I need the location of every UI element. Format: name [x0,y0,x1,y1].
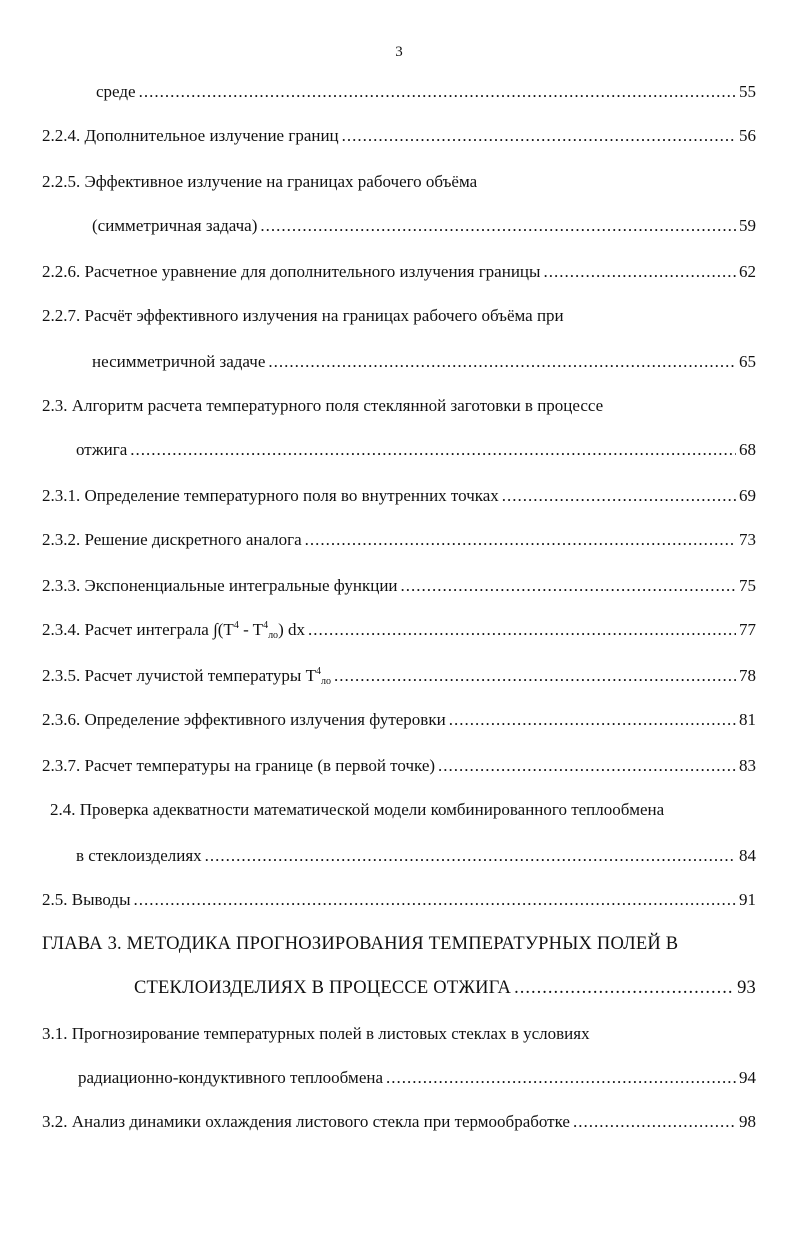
toc-entry-title: среде [96,82,136,101]
toc-entry-title: несимметричной задаче [92,352,266,371]
formula-text: - T [238,620,264,639]
toc-entry-page: 84 [739,846,756,865]
toc-entry [42,666,756,686]
toc-leader-dots [260,216,736,236]
toc-entry-page: 93 [737,978,756,998]
formula-text: 2.3.4. Расчет интеграла ∫(T [42,620,234,639]
formula-superscript: 4 [315,666,321,677]
toc-entry [42,1112,756,1132]
toc-entry [42,620,756,640]
toc-leader-dots [205,846,736,866]
toc-entry [76,440,756,460]
toc-entry-page: 59 [739,216,756,235]
toc-entry-page: 69 [739,486,756,505]
toc-entry [42,486,756,506]
toc-leader-dots [449,710,736,730]
toc-entry-title: 2.2.6. Расчетное уравнение для дополнительного излучения границы [42,262,541,281]
toc-entry-title: 2.2.5. Эффективное излучение на границах рабочего объёма [42,172,478,191]
toc-entry-page: 68 [739,440,756,459]
toc-leader-dots [130,440,736,460]
toc-entry-page: 94 [739,1068,756,1087]
formula-subscript: ло [268,630,279,641]
toc-entry-page: 91 [739,890,756,909]
formula-superscript: 4 [233,620,239,631]
toc-entry-page: 98 [739,1112,756,1131]
toc-leader-dots [514,978,734,998]
toc-entry-page: 62 [739,262,756,281]
toc-entry-page: 56 [739,126,756,145]
chapter-title: СТЕКЛОИЗДЕЛИЯХ В ПРОЦЕССЕ ОТЖИГА [134,978,512,998]
toc-entry-title: отжига [76,440,128,459]
toc-entry-title: радиационно-кондуктивного теплообмена [78,1068,384,1087]
toc-entry-page: 83 [739,756,756,775]
toc-entry [42,530,756,550]
toc-entry-title: в стеклоизделиях [76,846,202,865]
toc-entry [134,978,756,998]
toc-entry [92,352,756,372]
toc-leader-dots [139,82,736,102]
toc-entry-page: 78 [739,666,756,685]
toc-entry-title: 2.3.3. Экспоненциальные интегральные функции [42,576,398,595]
toc-leader-dots [386,1068,736,1088]
toc-leader-dots [134,890,736,910]
toc-entry-title: (симметричная задача) [92,216,258,235]
toc-entry-page: 77 [739,620,756,639]
toc-entry-title: 2.3.6. Определение эффективного излучения футеровки [42,710,446,729]
toc-leader-dots [502,486,736,506]
toc-leader-dots [438,756,736,776]
toc-entry-title: 2.3.7. Расчет температуры на границе (в первой точке) [42,756,436,775]
toc-entry-title: 2.3.1. Определение температурного поля во внутренних точках [42,486,499,505]
formula-subscript: ло [320,676,331,687]
toc-entry [42,262,756,282]
toc-entry-page: 55 [739,82,756,101]
toc-leader-dots [543,262,736,282]
toc-entry-title: 2.4. Проверка адекватности математической модели комбинированного теплообмена [50,800,665,819]
toc-entry-title: 2.3. Алгоритм расчета температурного поля стеклянной заготовки в процессе [42,396,604,415]
toc-entry-title: 3.1. Прогнозирование температурных полей в листовых стеклах в условиях [42,1024,590,1043]
toc-entry-title: 3.2. Анализ динамики охлаждения листового стекла при термообработке [42,1112,570,1131]
formula-text: 2.3.5. Расчет лучистой температуры T [42,666,316,685]
toc-entry [42,756,756,776]
toc-entry [42,576,756,596]
toc-entry-title: 2.2.7. Расчёт эффективного излучения на границах рабочего объёма при [42,306,564,325]
toc-entry [96,82,756,102]
toc-leader-dots [305,530,736,550]
toc-entry-page: 65 [739,352,756,371]
toc-entry-title [42,666,331,686]
toc-leader-dots [334,666,736,686]
toc-leader-dots [401,576,736,596]
toc-leader-dots [268,352,736,372]
toc-entry-title: 2.3.2. Решение дискретного аналога [42,530,302,549]
toc-entry [78,1068,756,1088]
toc-entry [76,846,756,866]
toc-entry [42,126,756,146]
toc-entry [92,216,756,236]
toc-entry-title: 2.2.4. Дополнительное излучение границ [42,126,339,145]
toc-entry-page: 73 [739,530,756,549]
toc-entry [42,890,756,910]
page-number: 3 [395,44,403,60]
toc-entry-page: 75 [739,576,756,595]
toc-entry [42,710,756,730]
toc-leader-dots [342,126,736,146]
formula-superscript: 4 [263,620,269,631]
toc-entry-page: 81 [739,710,756,729]
toc-entry-title [42,620,305,640]
toc-entry-title: 2.5. Выводы [42,890,131,909]
chapter-title: ГЛАВА 3. МЕТОДИКА ПРОГНОЗИРОВАНИЯ ТЕМПЕРАТУРНЫХ ПОЛЕЙ В [42,934,679,954]
toc-leader-dots [308,620,736,640]
toc-leader-dots [573,1112,736,1132]
formula-text: ) dx [278,620,305,639]
